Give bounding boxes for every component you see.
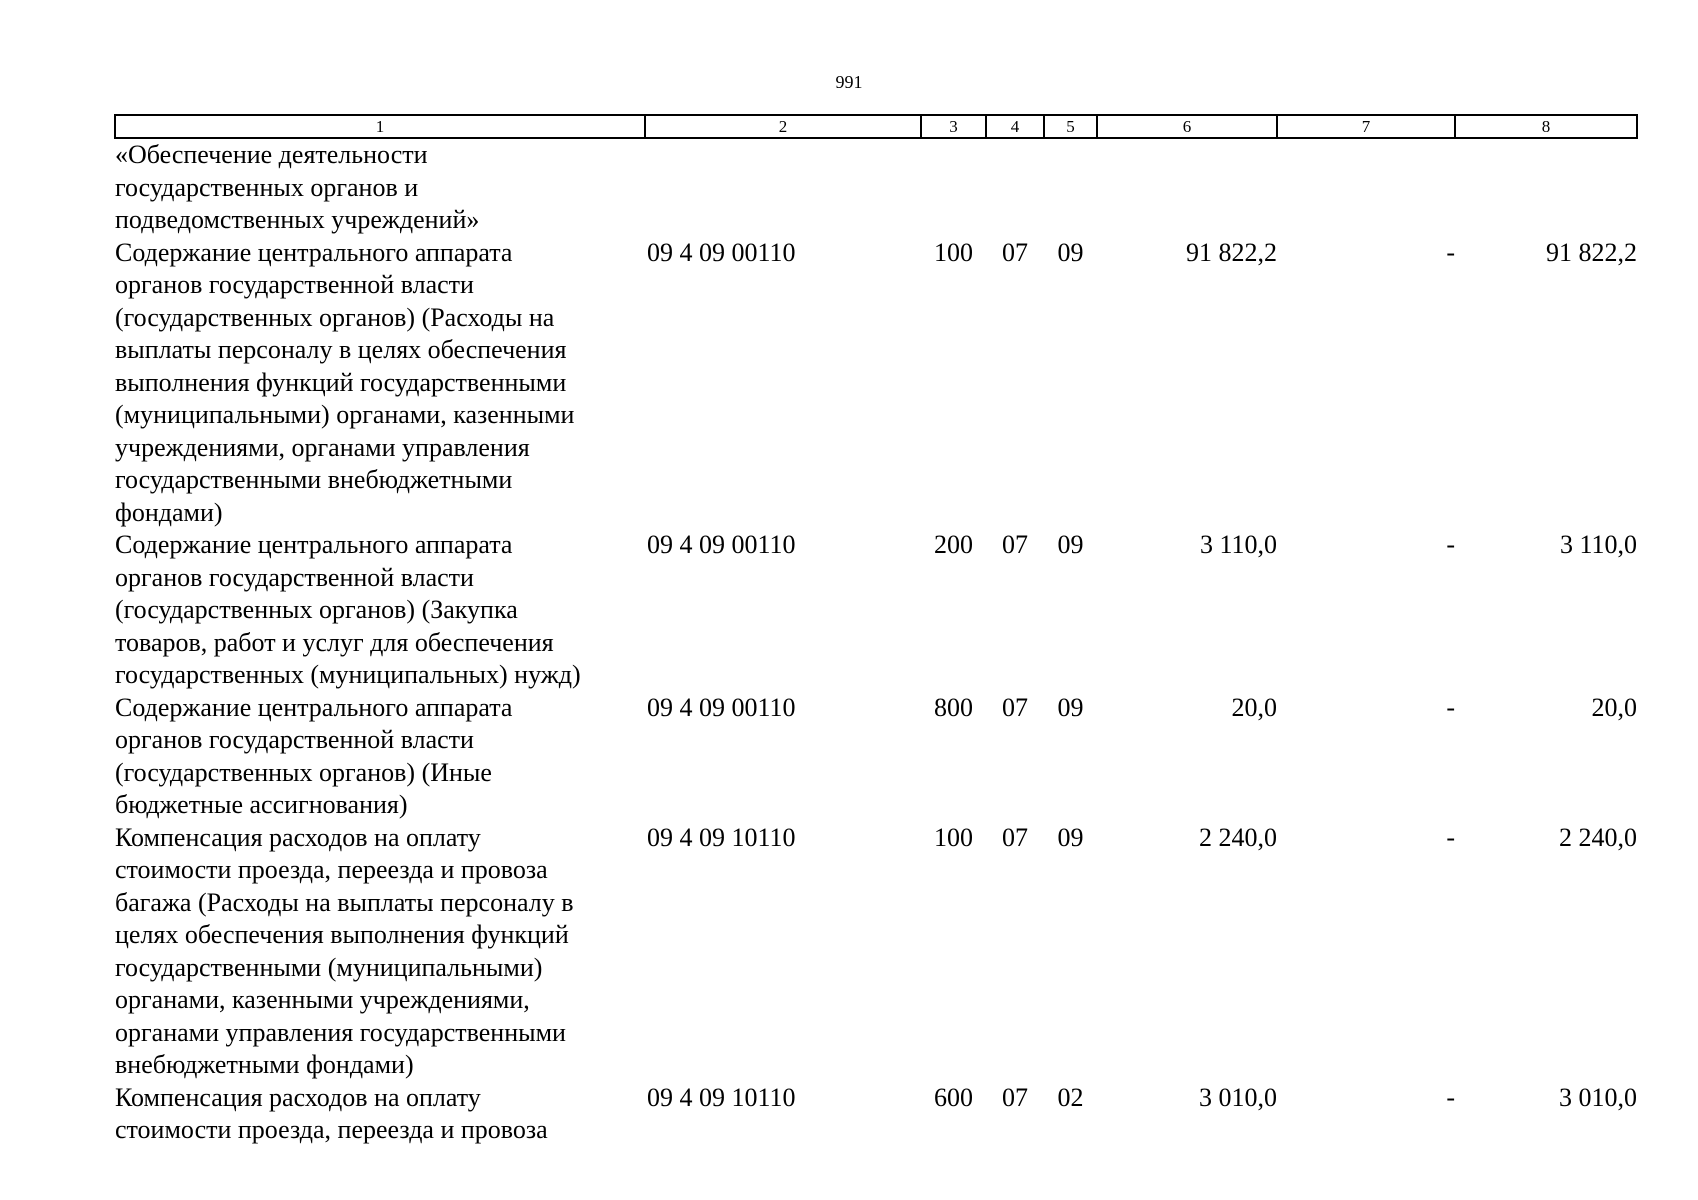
column-header-3: 3 (921, 115, 986, 138)
row-amount: 3 010,0 (1199, 1082, 1277, 1112)
row-subsection: 09 (1057, 530, 1084, 559)
row-expense-type (921, 138, 986, 237)
column-header-6: 6 (1097, 115, 1277, 138)
row-name: «Обеспечение деятельности государственных органов и подведомственных учреждений» (115, 140, 480, 234)
page-number: 991 (835, 72, 863, 92)
row-subsection: 09 (1057, 822, 1084, 852)
row-amount: 91 822,2 (1186, 237, 1277, 267)
column-header-7: 7 (1277, 115, 1455, 138)
row-amount: 2 240,0 (1199, 822, 1277, 852)
table-header-row (115, 115, 1637, 138)
table-row (115, 529, 1637, 692)
row-section: 07 (1002, 530, 1028, 559)
row-name: Компенсация расходов на оплату стоимости проезда, переезда и провоза багажа (Расходы на выплаты персоналу в целях обеспечения выполнения функций государственными (муниципальными) органами, казенными учреждениями, органами управления государственными внебюджетными фондами) (115, 822, 574, 1079)
column-header-5: 5 (1044, 115, 1097, 138)
row-name: Содержание центрального аппарата органов государственной власти (государственных органов) (Закупка товаров, работ и услуг для обеспечения государственных (муниципальных) нужд) (115, 530, 581, 689)
row-section: 07 (1002, 1082, 1028, 1112)
budget-table (114, 114, 1638, 1147)
row-subsection: 09 (1057, 237, 1084, 267)
row-name: Содержание центрального аппарата органов государственной власти (государственных органов) (Иные бюджетные ассигнования) (115, 692, 513, 819)
row-target-code (645, 138, 921, 237)
row-change: - (1446, 822, 1455, 852)
row-section: 07 (1002, 692, 1028, 722)
row-change: - (1446, 1082, 1455, 1112)
row-subsection (1044, 138, 1097, 237)
row-total: 3 110,0 (1559, 530, 1637, 559)
row-amount (1097, 138, 1277, 237)
row-amount: 3 110,0 (1199, 530, 1277, 559)
row-expense-type: 600 (934, 1082, 973, 1112)
table-row (115, 138, 1637, 237)
row-amount: 20,0 (1231, 692, 1277, 722)
row-name: Компенсация расходов на оплату стоимости проезда, переезда и провоза (115, 1082, 548, 1144)
row-section (986, 138, 1044, 237)
row-name: Содержание центрального аппарата органов государственной власти (государственных органов) (Расходы на выплаты персоналу в целях обеспечения выполнения функций государственными (муниципальными) органами, казенными учреждениями, органами управления государственными внебюджетными фондами) (115, 237, 575, 527)
table-row (115, 237, 1637, 530)
row-target-code: 09 4 09 00110 (647, 530, 796, 559)
row-expense-type: 800 (934, 692, 973, 722)
table-row (115, 822, 1637, 1082)
row-target-code: 09 4 09 00110 (647, 237, 796, 267)
row-total: 20,0 (1591, 692, 1637, 722)
row-target-code: 09 4 09 00110 (647, 692, 796, 722)
row-expense-type: 100 (934, 237, 973, 267)
row-subsection: 09 (1057, 692, 1084, 722)
row-section: 07 (1002, 822, 1028, 852)
row-target-code: 09 4 09 10110 (647, 1082, 796, 1112)
row-total: 3 010,0 (1559, 1082, 1637, 1112)
row-total: 2 240,0 (1559, 822, 1637, 852)
row-section: 07 (1002, 237, 1028, 267)
row-change: - (1446, 530, 1455, 559)
table-row (115, 692, 1637, 822)
row-total (1455, 138, 1637, 237)
column-header-4: 4 (986, 115, 1044, 138)
row-subsection: 02 (1057, 1082, 1084, 1112)
row-target-code: 09 4 09 10110 (647, 822, 796, 852)
row-total: 91 822,2 (1546, 237, 1637, 267)
row-change: - (1446, 692, 1455, 722)
column-header-2: 2 (645, 115, 921, 138)
row-change: - (1446, 237, 1455, 267)
row-change (1277, 138, 1455, 237)
column-header-8: 8 (1455, 115, 1637, 138)
row-expense-type: 200 (934, 530, 973, 559)
column-header-1: 1 (115, 115, 645, 138)
table-row (115, 1082, 1637, 1147)
row-expense-type: 100 (934, 822, 973, 852)
